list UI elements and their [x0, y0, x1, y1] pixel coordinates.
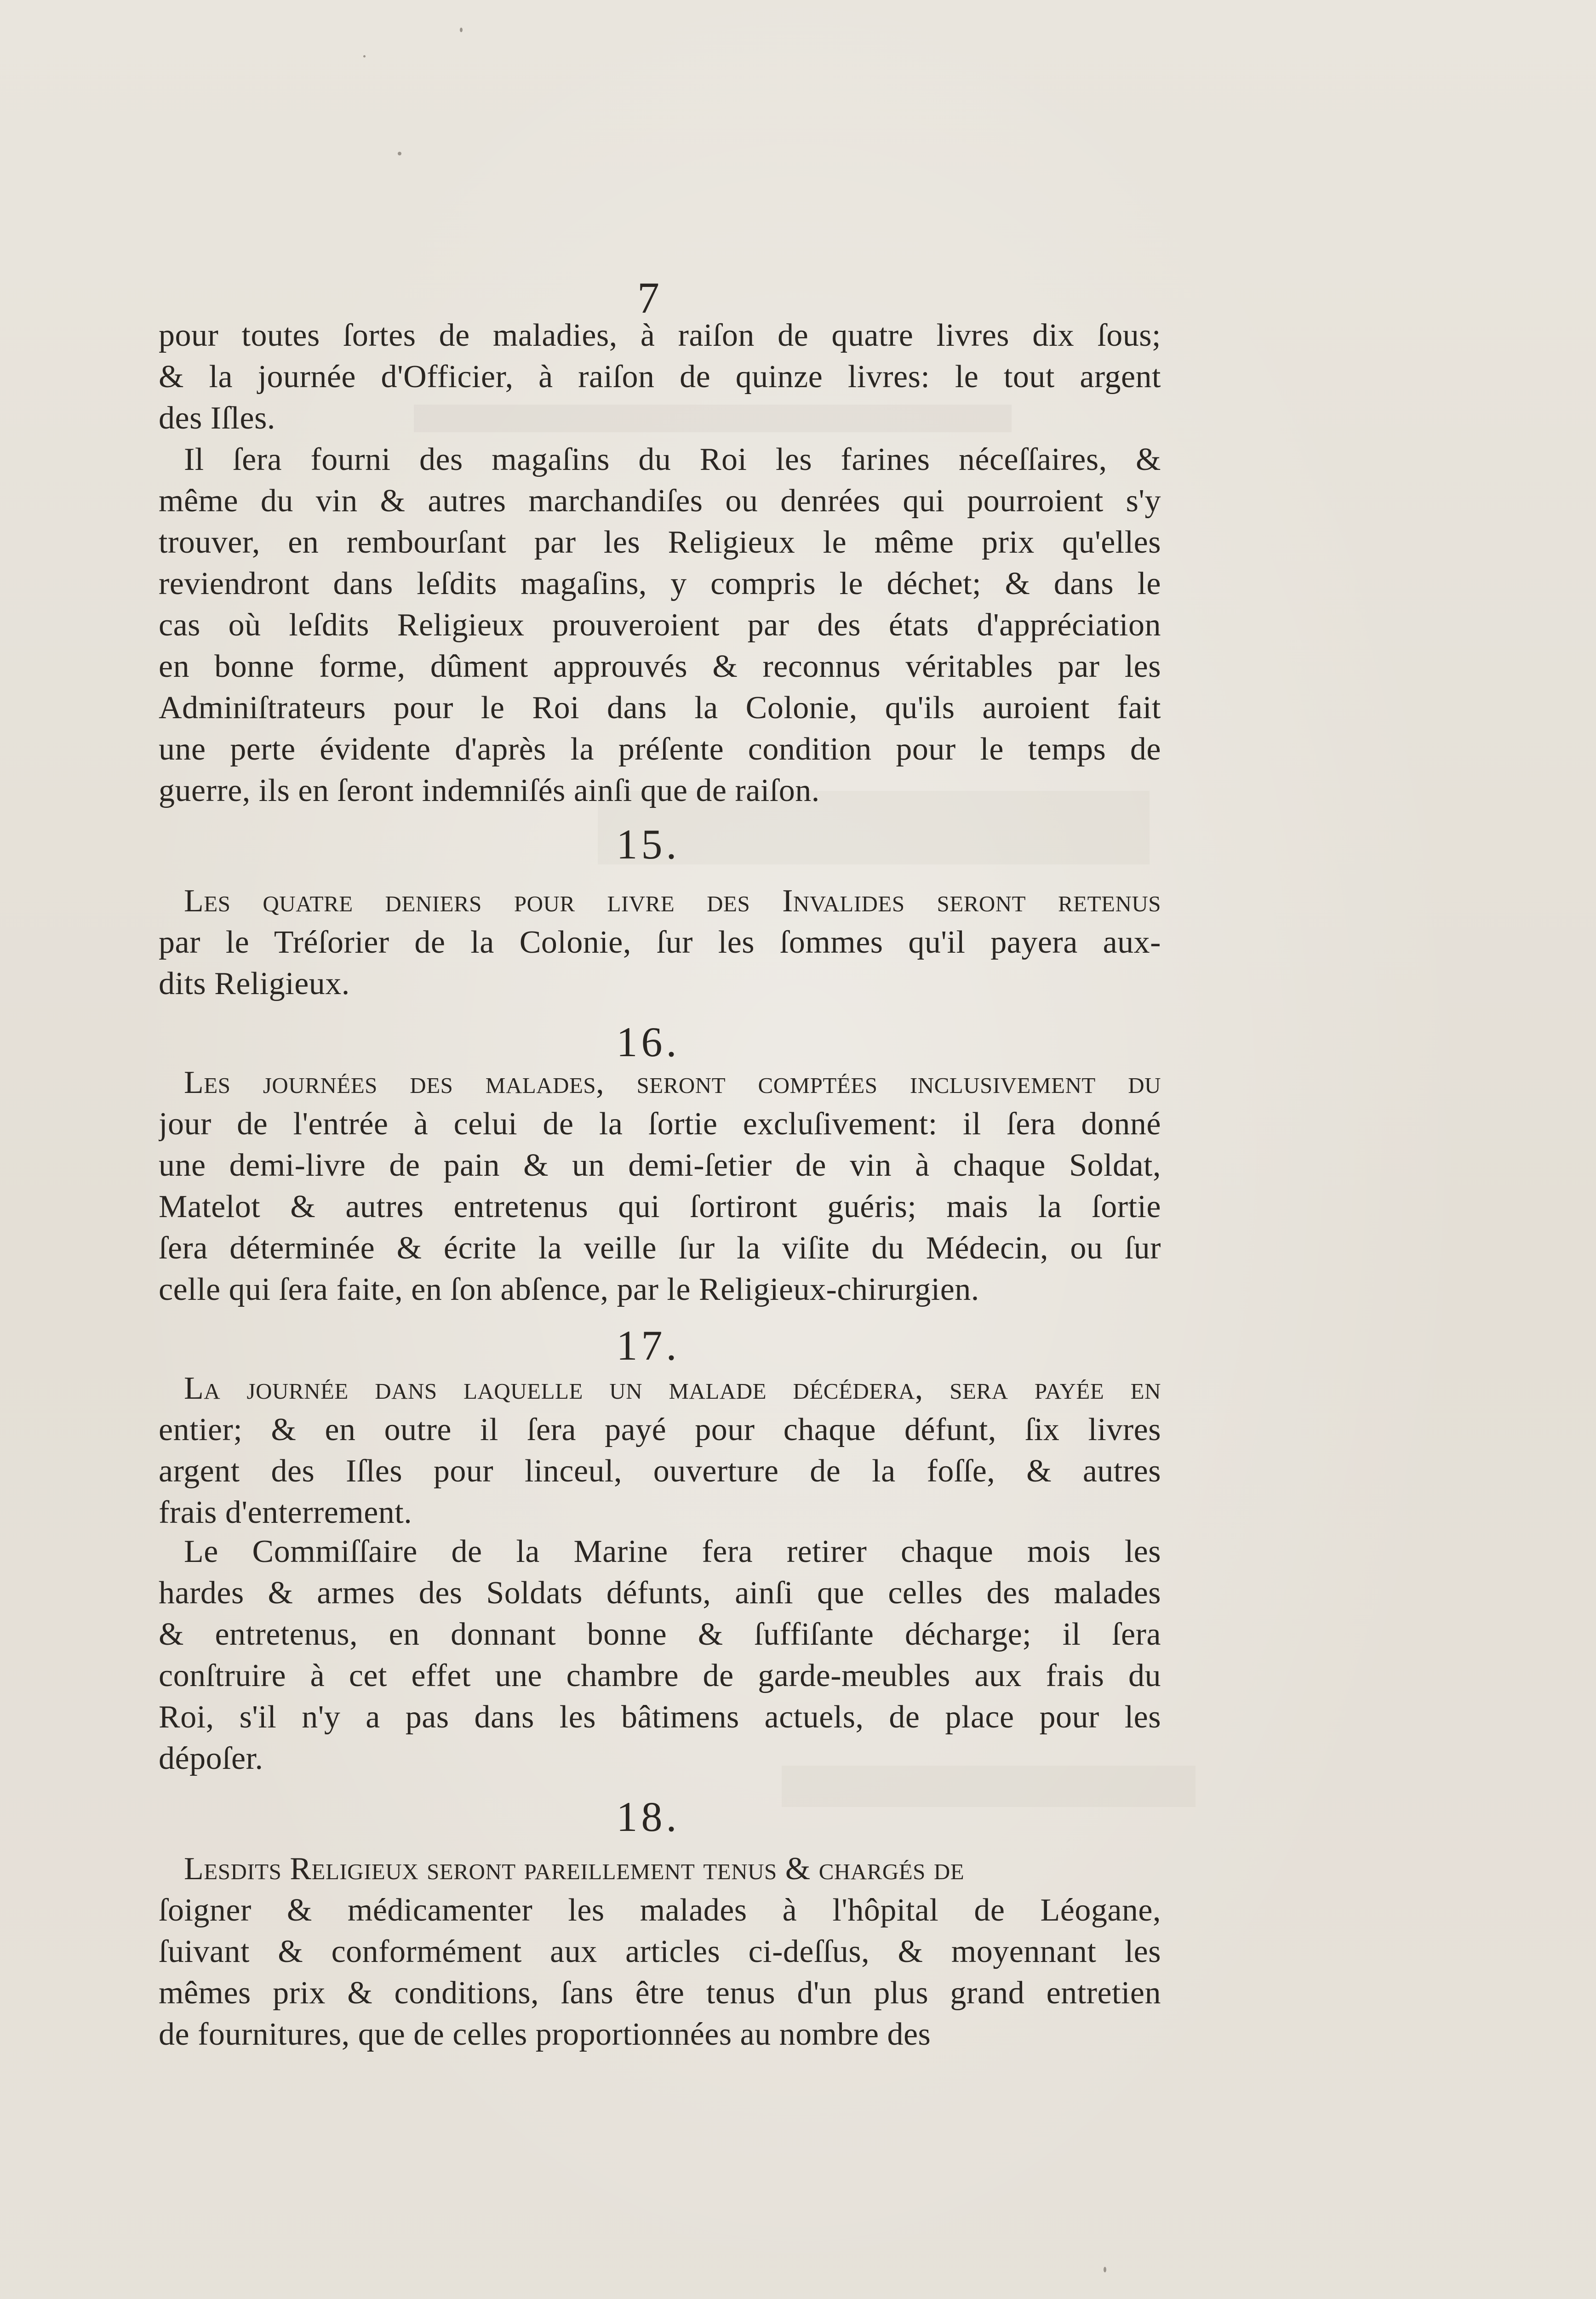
paper-speck [398, 152, 401, 155]
text-line: Matelot & autres entretenus qui ſortiront guéris; mais la ſortie [159, 1189, 1161, 1224]
text-line: dépoſer. [159, 1741, 263, 1776]
text-line: cas où leſdits Religieux prouveroient par des états d'appréciation [159, 607, 1161, 643]
text-line: jour de l'entrée à celui de la ſortie excluſivement: il ſera donné [159, 1106, 1161, 1142]
text-line: argent des Iſles pour linceul, ouverture de la foſſe, & autres [159, 1453, 1161, 1489]
article-15 [159, 881, 1161, 1005]
text-line: ſoigner & médicamenter les malades à l'hôpital de Léogane, [159, 1893, 1161, 1928]
text-line: mêmes prix & conditions, ſans être tenus d'un plus grand entretien [159, 1975, 1161, 2011]
article-17-continued [159, 1531, 1161, 1779]
paragraph-continuation [159, 315, 1161, 439]
text-line: & la journée d'Officier, à raiſon de quinze livres: le tout argent [159, 359, 1161, 395]
text-line: ſera déterminée & écrite la veille ſur la viſite du Médecin, ou ſur [159, 1230, 1161, 1266]
text-line: Adminiſtrateurs pour le Roi dans la Colonie, qu'ils auroient fait [159, 690, 1161, 726]
text-line: une demi-livre de pain & un demi-ſetier de vin à chaque Soldat, [159, 1148, 1161, 1183]
paper-speck [363, 55, 366, 57]
text-line: Lesdits Religieux ſeront pareillement tenus & chargés de [184, 1851, 965, 1887]
text-line: une perte évidente d'après la préſente condition pour le temps de [159, 732, 1161, 767]
text-line: entier; & en outre il ſera payé pour chaque défunt, ſix livres [159, 1412, 1161, 1447]
text-line: pour toutes ſortes de maladies, à raiſon de quatre livres dix ſous; [159, 318, 1161, 353]
text-line: celle qui ſera faite, en ſon abſence, par le Religieux-chirurgien. [159, 1272, 979, 1307]
text-line: des Iſles. [159, 400, 275, 436]
text-line: trouver, en rembourſant par les Religieux le même prix qu'elles [159, 525, 1161, 560]
paper-speck [460, 28, 463, 32]
text-line: La journée dans laquelle un malade décédera, ſera payée en [184, 1371, 1161, 1406]
text-line: même du vin & autres marchandiſes ou denrées qui pourroient s'y [159, 483, 1161, 519]
paragraph-supplies [159, 439, 1161, 812]
article-number: 16. [616, 1018, 681, 1065]
text-line: de fournitures, que de celles proportionnées au nombre des [159, 2017, 931, 2052]
text-line: par le Tréſorier de la Colonie, ſur les ſommes qu'il payera aux- [159, 925, 1161, 960]
paper-speck [1104, 2267, 1106, 2272]
text-line: ſuivant & conformément aux articles ci-deſſus, & moyennant les [159, 1934, 1161, 1969]
text-line: en bonne forme, dûment approuvés & reconnus véritables par les [159, 649, 1161, 684]
text-line: guerre, ils en ſeront indemniſés ainſi que de raiſon. [159, 773, 820, 808]
text-line: dits Religieux. [159, 966, 350, 1001]
article-17 [159, 1368, 1161, 1533]
text-line: Les quatre deniers pour livre des Invalides ſeront retenus [184, 883, 1161, 919]
article-number: 18. [616, 1793, 681, 1840]
page-number: 7 [637, 273, 659, 322]
text-line: hardes & armes des Soldats défunts, ainſi que celles des malades [159, 1575, 1161, 1611]
text-line: conſtruire à cet effet une chambre de garde-meubles aux frais du [159, 1658, 1161, 1693]
text-line: Il ſera fourni des magaſins du Roi les farines néceſſaires, & [184, 442, 1161, 477]
text-line: & entretenus, en donnant bonne & ſuffiſante décharge; il ſera [159, 1617, 1161, 1652]
article-18 [159, 1848, 1161, 2055]
article-16 [159, 1062, 1161, 1310]
text-line: Le Commiſſaire de la Marine fera retirer chaque mois les [184, 1534, 1161, 1569]
text-line: Roi, s'il n'y a pas dans les bâtimens actuels, de place pour les [159, 1699, 1161, 1735]
text-line: frais d'enterrement. [159, 1495, 412, 1530]
text-line: Les journées des malades, ſeront comptées incluſivement du [184, 1065, 1161, 1100]
article-number: 15. [616, 821, 681, 868]
article-number: 17. [616, 1322, 681, 1369]
text-line: reviendront dans leſdits magaſins, y compris le déchet; & dans le [159, 566, 1161, 601]
